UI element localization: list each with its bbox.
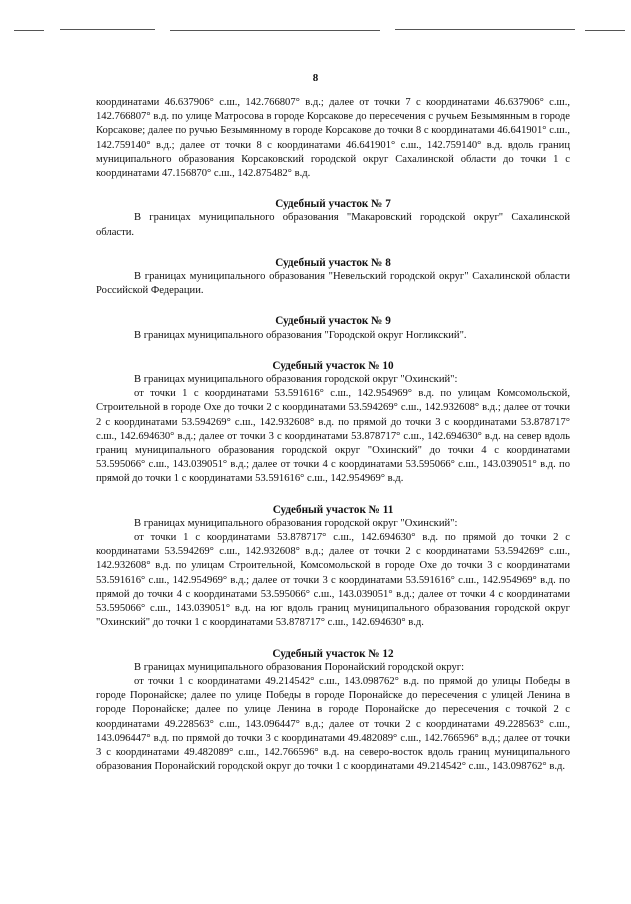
section-10 [96,359,570,487]
section-11 [96,503,570,631]
section-paragraph: В границах муниципального образования городской округ "Охинский": [134,517,458,529]
section-8 [96,256,570,299]
section-paragraph: В границах муниципального образования Поронайский городской округ: [134,661,465,673]
section-heading: Судебный участок № 9 [275,315,391,328]
section-heading: Судебный участок № 11 [272,503,394,516]
section-paragraph: В границах муниципального образования городской округ "Охинский": [134,374,458,386]
section-heading: Судебный участок № 12 [272,647,394,660]
section-paragraph: от точки 1 с координатами 53.878717° с.ш., 142.694630° в.д. по прямой до точки 2 с координатами 53.594269° с.ш., 142.932608° в.д.; далее от точки 2 с координатами 53.594269° с.ш., 142.932608° в.д. по улицам Строительной, Комсомольской в городе Охе до точки 3 с координатами 53.591616° с.ш., 142.954969° в.д.; далее от точки 3 с координатами 53.591616° с.ш., 142.954969° в.д. по прямой до точки 4 с координатами 53.595066° с.ш., 143.039051° в.д.; далее от точки 4 с координатами 53.595066° с.ш., 143.039051° в.д. на юг вдоль границ муниципального образования городской округ "Охинский" до точки 1 с координатами 53.878717° с.ш., 142.694630° в.д. [96,532,570,629]
intro-paragraph: координатами 46.637906° с.ш., 142.766807° в.д.; далее от точки 7 с координатами 46.637906° с.ш., 142.766807° в.д. по улице Матросова в городе Корсакове до пересечения с ручьем Безымянным в городе Корсакове; далее по ручью Безымянному в городе Корсакове до точки 8 с координатами 46.641901° с.ш., 142.759140° в.д.; далее от точки 8 с координатами 46.641901° с.ш., 142.759140° в.д. вдоль границ муниципального образования Корсаковский городской округ Сахалинской области до точки 1 с координатами 47.156870° с.ш., 142.875482° в.д. [96,97,570,180]
section-paragraph: В границах муниципального образования "Макаровский городской округ" Сахалинской области. [96,212,570,238]
section-7 [96,197,570,240]
section-9 [96,314,570,342]
document-body [96,96,570,774]
scan-edge-artifact [0,26,631,34]
section-12 [96,647,570,775]
page-number: 8 [312,72,319,84]
section-heading: Судебный участок № 8 [275,256,391,269]
section-paragraph: В границах муниципального образования "Невельский городской округ" Сахалинской области Российской Федерации. [96,271,570,297]
section-paragraph: В границах муниципального образования "Городской округ Ногликский". [134,329,467,341]
section-paragraph: от точки 1 с координатами 49.214542° с.ш., 143.098762° в.д. по прямой до улицы Победы в городе Поронайске; далее по улице Победы в городе Поронайске до пересечения с улицей Ленина в городе Поронайске; далее по улице Ленина в городе Поронайске до пересечения с точкой 2 с координатами 49.228563° с.ш., 143.096447° в.д.; далее от точки 2 с координатами 49.228563° с.ш., 143.096447° в.д. по прямой до точки 3 с координатами 49.482089° с.ш., 142.766596° в.д.; далее от точки 3 с координатами 49.482089° с.ш., 142.766596° в.д. на северо-восток вдоль границ муниципального образования Поронайский городской округ до точки 1 с координатами 49.214542° с.ш., 143.098762° в.д. [96,675,570,773]
section-heading: Судебный участок № 7 [275,198,391,211]
section-paragraph: от точки 1 с координатами 53.591616° с.ш., 142.954969° в.д. по улицам Комсомольской, Строительной в городе Охе до точки 2 с координатами 53.594269° с.ш., 142.932608° в.д.; далее от точки 2 с координатами 53.594269° с.ш., 142.932608° в.д. по прямой до точки 3 с координатами 53.878717° с.ш., 142.694630° в.д.; далее от точки 3 с координатами 53.878717° с.ш., 142.694630° в.д. на север вдоль границ муниципального образования городской округ "Охинский" до точки 4 с координатами 53.595066° с.ш., 143.039051° в.д.; далее от точки 4 с координатами 53.595066° с.ш., 143.039051° в.д. по прямой до точки 1 с координатами 53.591616° с.ш., 142.954969° в.д. [96,388,570,485]
section-heading: Судебный участок № 10 [272,359,394,372]
